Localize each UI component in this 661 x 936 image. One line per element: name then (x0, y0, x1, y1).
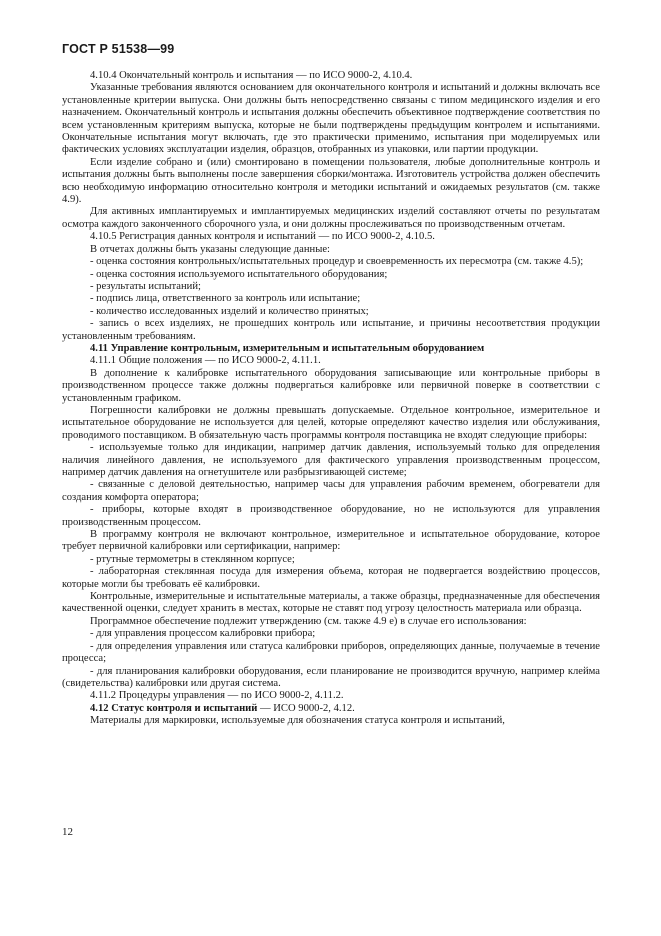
list-item: - для управления процессом калибровки прибора; (90, 628, 316, 640)
paragraph: В дополнение к калибровке испытательного оборудования записывающие или контрольные приборы в производственном процессе также должны подвергаться калибровке или первичной поверке в соответствии с установленным графиком. (62, 367, 600, 404)
paragraph: 4.11.2 Процедуры управления — по ИСО 9000-2, 4.11.2. (90, 690, 344, 702)
list-item: - оценка состояния используемого испытательного оборудования; (90, 268, 388, 280)
list-item: - подпись лица, ответственного за контроль или испытание; (90, 293, 361, 305)
paragraph: Контрольные, измерительные и испытательные материалы, а также образцы, предназначенные для обеспечения качественной оценки, следует хранить в местах, которые не ставят под угрозу целостность материала или образца. (62, 591, 600, 615)
page-number: 12 (62, 826, 73, 838)
paragraph: 4.10.4 Окончательный контроль и испытания — по ИСО 9000-2, 4.10.4. (90, 70, 413, 81)
section-heading: 4.12 Статус контроля и испытаний (90, 702, 258, 714)
paragraph: Если изделие собрано и (или) смонтировано в помещении пользователя, любые дополнительные контроль и испытания должны быть выполнены после завершения сборки/монтажа. Изготовитель устройства должен обеспечить всю необходимую информацию относительно контроля и методики испытаний и ожидаемых результатов (см. также 4.9). (62, 156, 600, 206)
list-item: - количество исследованных изделий и количество принятых; (90, 305, 369, 317)
paragraph: Для активных имплантируемых и имплантируемых медицинских изделий составляют отчеты по результатам осмотра каждого законченного сборочного узла, и они должны прослеживаться по производственным отчетам. (62, 206, 600, 230)
list-item: - приборы, которые входят в производственное оборудование, но не используются для управления производственным процессом. (62, 504, 600, 528)
paragraph: 4.10.5 Регистрация данных контроля и испытаний — по ИСО 9000-2, 4.10.5. (90, 231, 435, 243)
list-item: - для планирования калибровки оборудования, если планирование не производится вручную, например клейма (свидетельства) калибровки или другая система. (62, 665, 600, 689)
list-item: - используемые только для индикации, например датчик давления, используемый только для определения наличия линейного давления, не используемого для фактического управления производственным процессом, например датчик давления на огнетушителе или разбрызгивающей системе; (62, 442, 600, 478)
list-item: - для определения управления или статуса калибровки приборов, определяющих данные, получаемые в течение процесса; (62, 640, 600, 665)
section-heading-line (62, 703, 600, 715)
paragraph: В программу контроля не включают контрольное, измерительное и испытательное оборудование, которое требует первичной калибровки или сертификации, например: (62, 529, 600, 553)
list-item: - оценка состояния контрольных/испытательных процедур и своевременность их пересмотра (см. также 4.5); (90, 256, 584, 268)
list-item: - запись о всех изделиях, не прошедших контроль или испытание, и причины несоответствия продукции установленным требованиям. (62, 318, 600, 342)
section-heading: 4.11 Управление контрольным, измерительным и испытательным оборудованием (90, 342, 485, 354)
paragraph: В отчетах должны быть указаны следующие данные: (90, 243, 330, 255)
section-heading-reference: — ИСО 9000-2, 4.12. (257, 702, 355, 714)
document-body (62, 70, 600, 728)
paragraph: Указанные требования являются основанием для окончательного контроля и испытаний и должны включать все установленные критерии выпуска. Они должны быть непосредственно связаны с типом медицинского изделия и его назначением. Окончательный контроль и испытания должны обеспечить объективное подтверждение соответствия по всем установленным критериям выпуска, которые не были подтверждены предыдущим контролем и испытаниями. Окончательные испытания могут включать, где это практически применимо, испытания при моделируемых или фактических условиях эксплуатации изделия, образцов, отобранных из упаковки, или партии продукции. (62, 82, 600, 156)
paragraph: Материалы для маркировки, используемые для обозначения статуса контроля и испытаний, (90, 715, 505, 727)
document-header: ГОСТ Р 51538—99 (62, 42, 175, 56)
list-item: - лабораторная стеклянная посуда для измерения объема, которая не подвергается воздействию процессов, которые могли бы требовать её калибровки. (62, 566, 600, 590)
list-item: - результаты испытаний; (90, 280, 201, 292)
list-item: - ртутные термометры в стеклянном корпусе; (90, 553, 295, 565)
paragraph: Программное обеспечение подлежит утверждению (см. также 4.9 е) в случае его использования: (90, 615, 527, 627)
paragraph: Погрешности калибровки не должны превышать допускаемые. Отдельное контрольное, измерительное и испытательное оборудование не используется для целей, которые определяют качество изделия или обслуживания, проводимого поставщиком. В обязательную часть программы контроля поставщика не входят следующие приборы: (62, 404, 600, 441)
paragraph: 4.11.1 Общие положения — по ИСО 9000-2, 4.11.1. (90, 355, 321, 367)
list-item: - связанные с деловой деятельностью, например часы для управления рабочим временем, обогреватели для создания комфорта оператора; (62, 479, 600, 503)
